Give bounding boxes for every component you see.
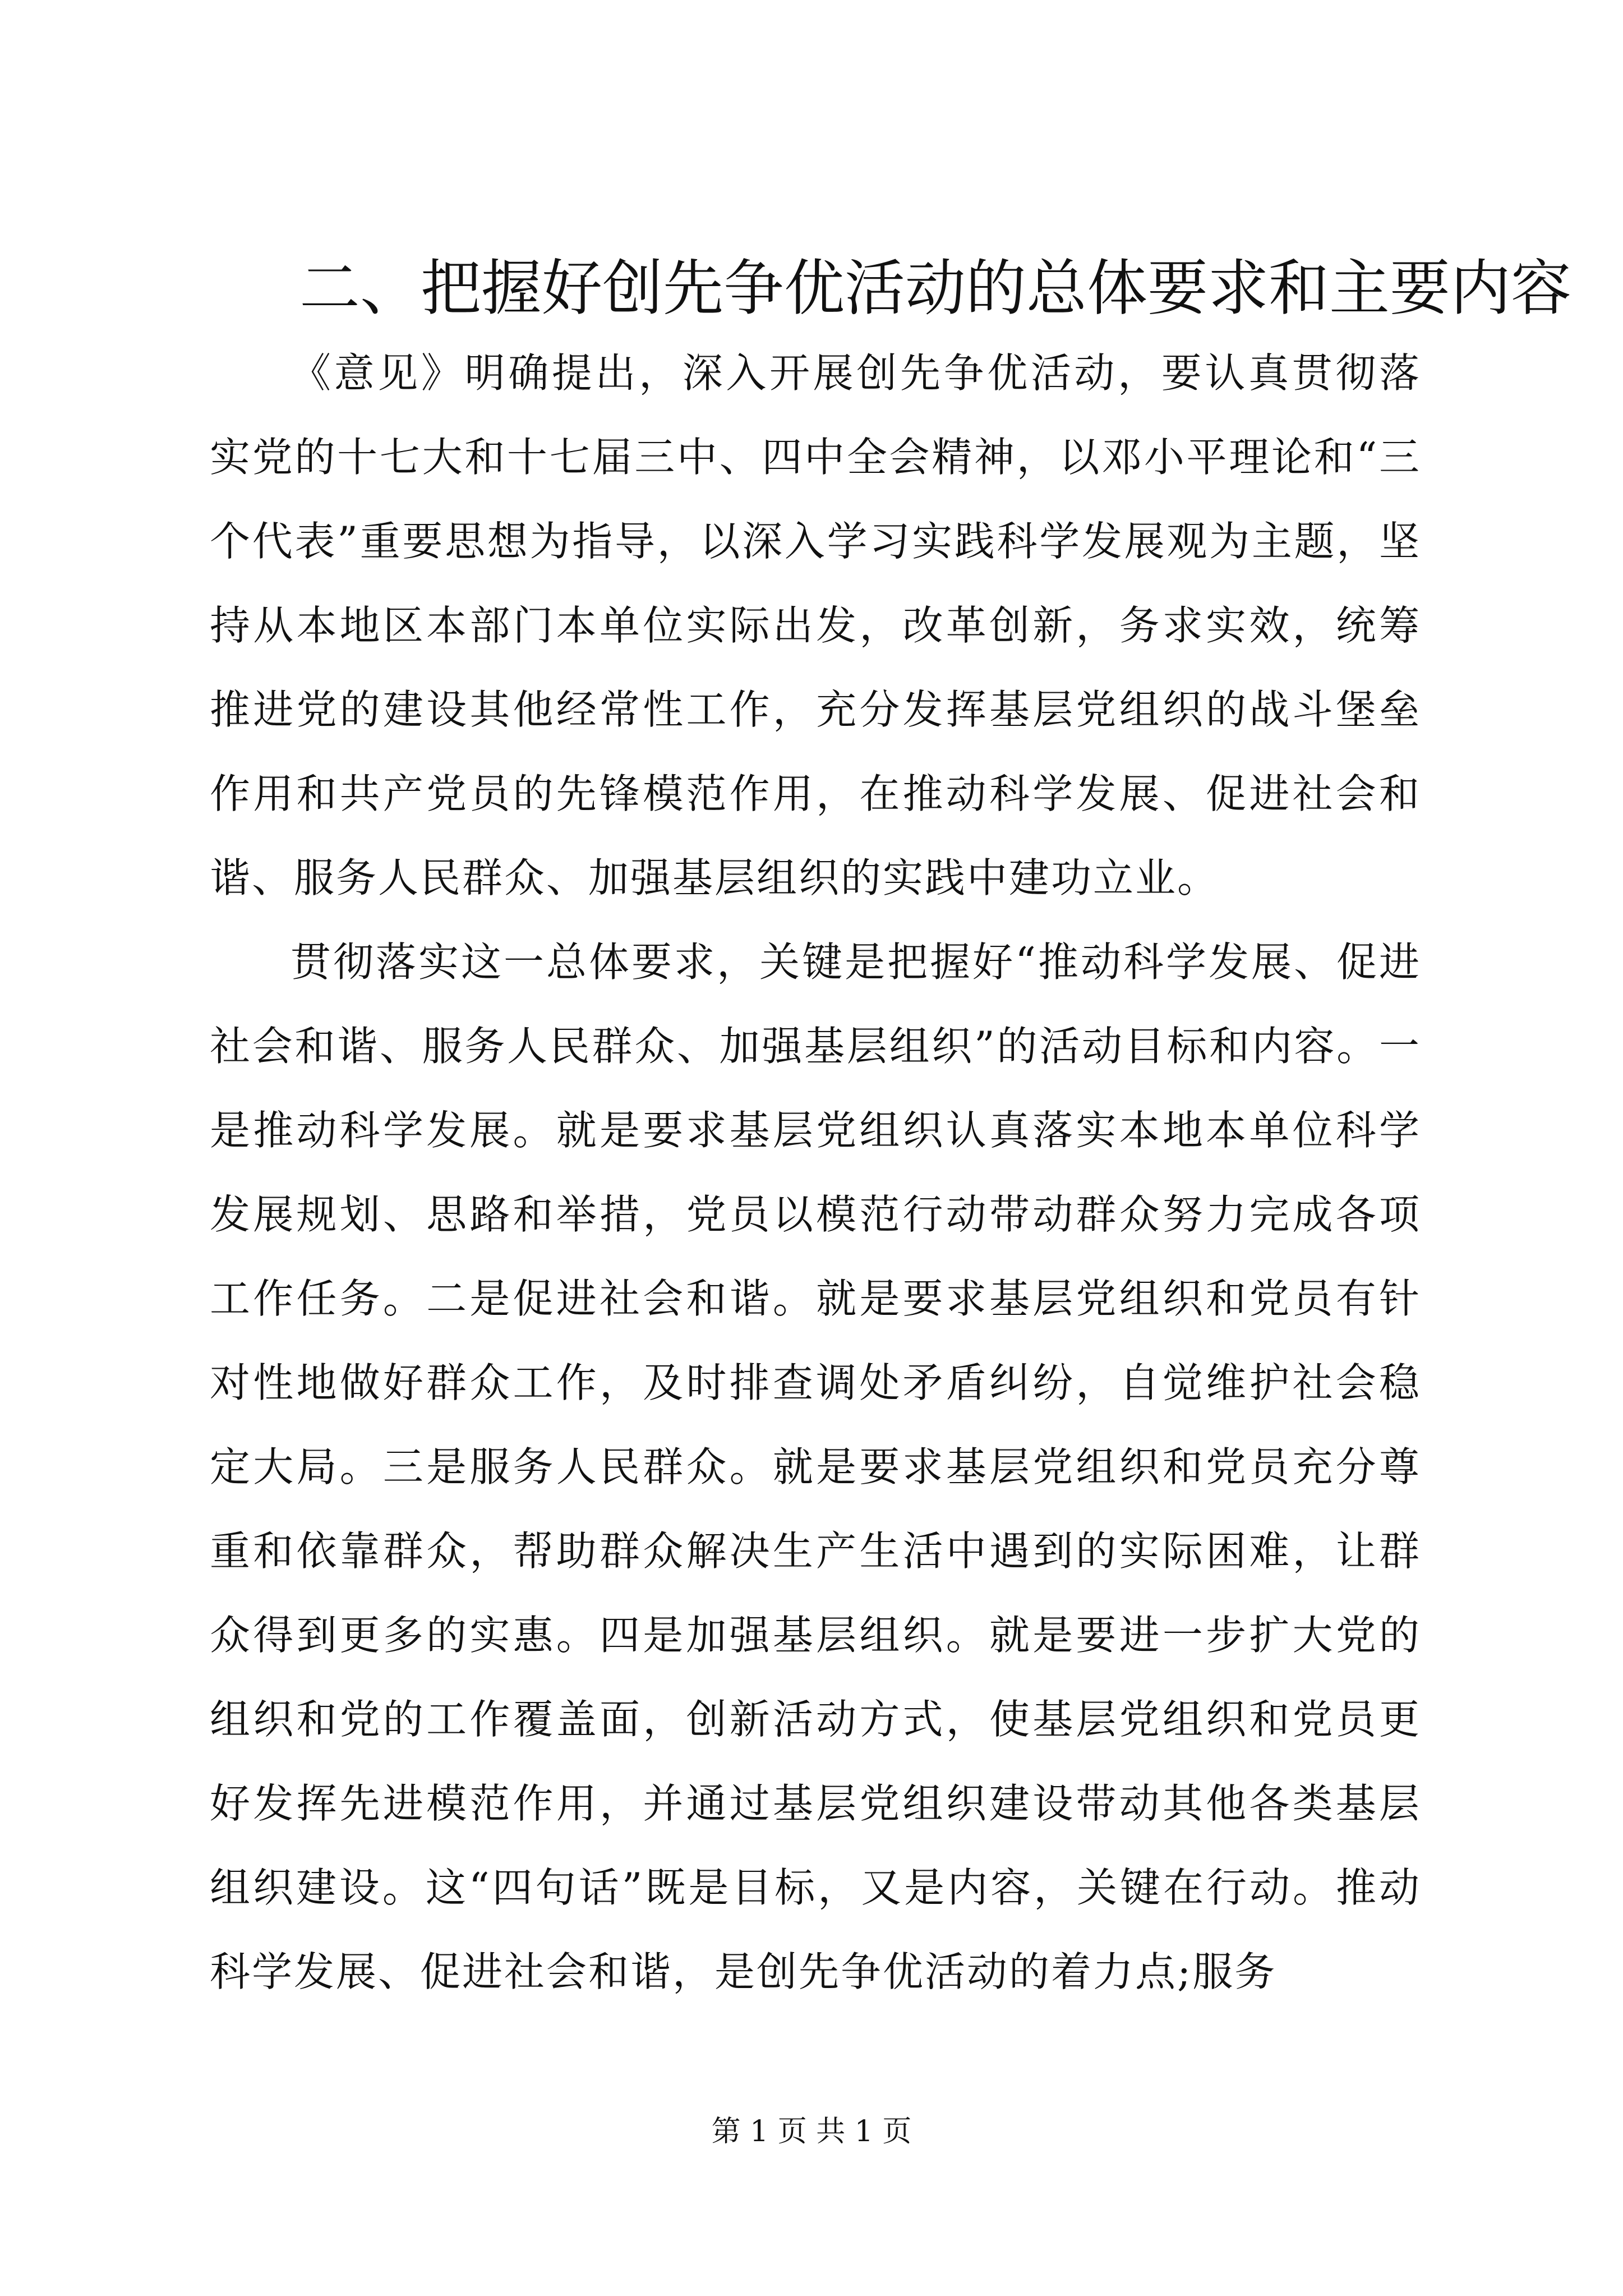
paragraph-content: 贯彻落实这一总体要求，关键是把握好“推动科学发展、促进社会和谐、服务人民群众、加强基层组织”的活动目标和内容。一是推动科学发展。就是要求基层党组织认真落实本地本单位科学发展规划、思路和举措，党员以模范行动带动群众努力完成各项工作任务。二是促进社会和谐。就是要求基层党组织和党员有针对性地做好群众工作，及时排查调处矛盾纠纷，自觉维护社会稳定大局。三是服务人民群众。就是要求基层党组织和党员充分尊重和依靠群众，帮助群众解决生产生活中遇到的实际困难，让群众得到更多的实惠。四是加强基层组织。就是要进一步扩大党的组织和党的工作覆盖面，创新活动方式，使基层党组织和党员更好发挥先进模范作用，并通过基层党组织建设带动其他各类基层组织建设。这“四句话”既是目标，又是内容，关键在行动。推动科学发展、促进社会和谐，是创先争优活动的着力点;服务	[210, 938, 1421, 1995]
document-body	[210, 247, 1572, 2014]
page-footer: 第 1 页 共 1 页	[711, 2115, 912, 2148]
section-heading: 二、把握好创先争优活动的总体要求和主要内容	[299, 254, 1572, 324]
paragraph-requirements: 《意见》明确提出，深入开展创先争优活动，要认真贯彻落实党的十七大和十七届三中、四中全会精神，以邓小平理论和“三个代表”重要思想为指导，以深入学习实践科学发展观为主题，坚持从本地区本部门本单位实际出发，改革创新，务求实效，统筹推进党的建设其他经常性工作，充分发挥基层党组织的战斗堡垒作用和共产党员的先锋模范作用，在推动科学发展、促进社会和谐、服务人民群众、加强基层组织的实践中建功立业。	[210, 349, 1421, 901]
